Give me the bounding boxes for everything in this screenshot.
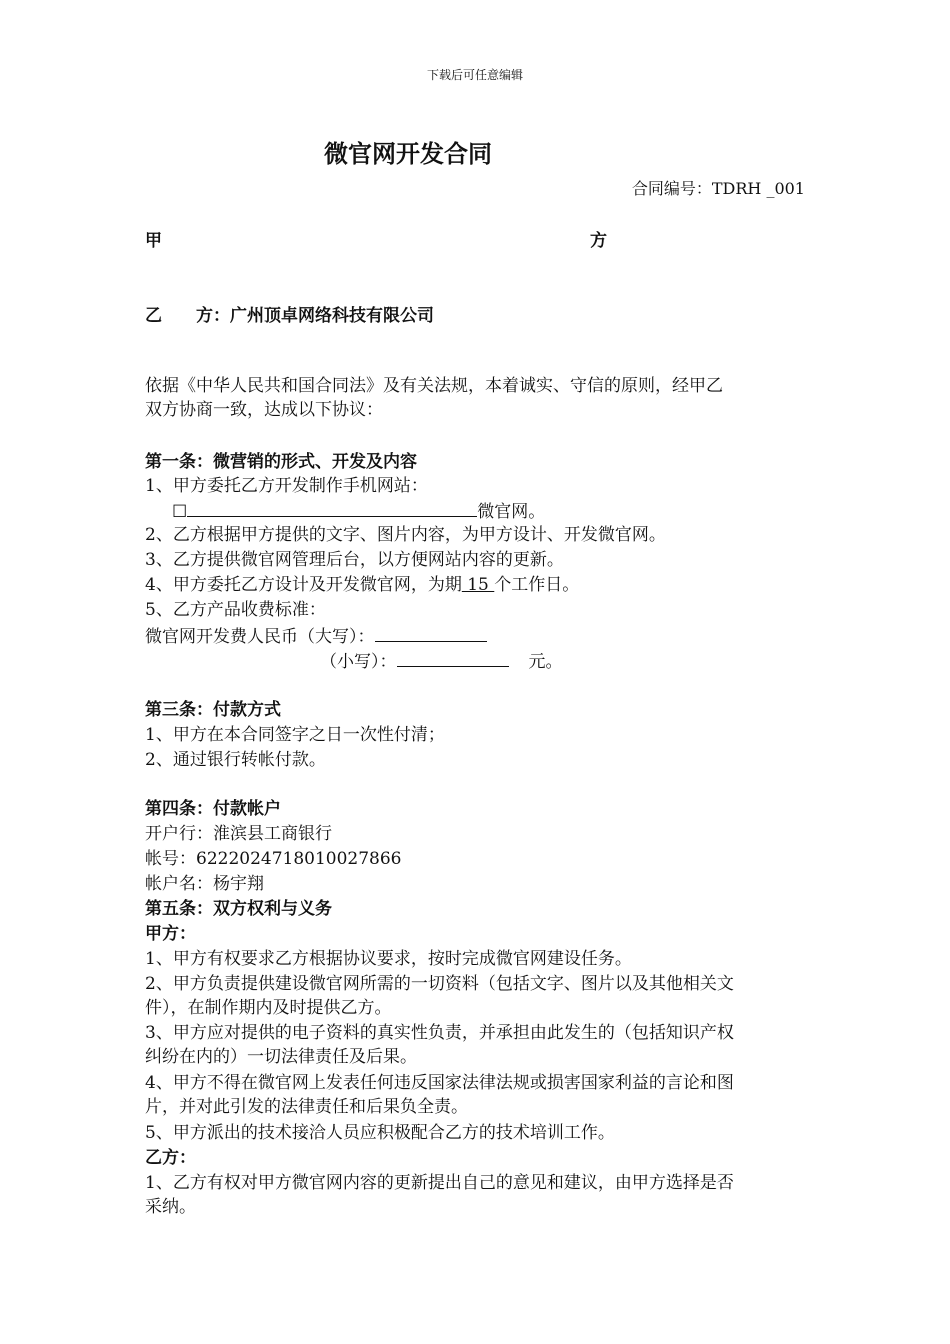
intro-line-1: 依据《中华人民共和国合同法》及有关法规，本着诚实、守信的原则，经甲乙 <box>145 376 723 396</box>
party-a-duty-1: 1、甲方有权要求乙方根据协议要求，按时完成微官网建设任务。 <box>145 949 632 969</box>
fee-lower-blank[interactable] <box>397 648 509 667</box>
fee-unit: 元。 <box>528 652 563 672</box>
article-1-item-2: 2、乙方根据甲方提供的文字、图片内容，为甲方设计、开发微官网。 <box>145 525 666 545</box>
fee-upper-line <box>145 623 487 649</box>
party-b-duty-1-line-2: 采纳。 <box>145 1197 196 1217</box>
party-a-label-left: 甲 <box>145 231 162 251</box>
fee-lower-label: （小写）： <box>320 652 397 672</box>
article-1-item-1: 1、甲方委托乙方开发制作手机网站： <box>145 476 428 496</box>
party-a-duties-heading: 甲方： <box>145 924 196 944</box>
fee-lower-line <box>320 648 563 674</box>
party-a-duty-3-line-2: 纠纷在内的）一切法律责任及后果。 <box>145 1047 417 1067</box>
party-b-line: 乙 方：广州顶卓网络科技有限公司 <box>145 306 434 326</box>
account-number: 帐号：6222024718010027866 <box>145 849 402 869</box>
header-note: 下载后可任意编辑 <box>426 68 523 82</box>
party-a-duty-4-line-2: 片，并对此引发的法律责任和后果负全责。 <box>145 1097 468 1117</box>
party-a-duty-5: 5、甲方派出的技术接洽人员应积极配合乙方的技术培训工作。 <box>145 1123 615 1143</box>
contract-number: 合同编号：TDRH _001 <box>631 179 805 198</box>
article-1-item-3: 3、乙方提供微官网管理后台，以方便网站内容的更新。 <box>145 550 564 570</box>
article-3-item-1: 1、甲方在本合同签字之日一次性付清； <box>145 725 445 745</box>
website-name-blank[interactable] <box>187 498 477 517</box>
article-3-item-2: 2、通过银行转帐付款。 <box>145 750 326 770</box>
item-4-prefix: 4、甲方委托乙方设计及开发微官网，为期 <box>145 575 462 595</box>
document-title: 微官网开发合同 <box>324 140 492 168</box>
website-name-suffix: 微官网。 <box>477 502 546 522</box>
article-4-heading: 第四条：付款帐户 <box>145 799 281 819</box>
website-name-line <box>172 498 545 524</box>
work-days-value: 15 <box>461 575 495 595</box>
bank-name: 开户行：淮滨县工商银行 <box>145 824 332 844</box>
item-4-suffix: 个工作日。 <box>494 575 580 595</box>
party-a-duty-4-line-1: 4、甲方不得在微官网上发表任何违反国家法律法规或损害国家利益的言论和图 <box>145 1073 734 1093</box>
article-3-heading: 第三条：付款方式 <box>145 700 281 720</box>
party-b-duty-1-line-1: 1、乙方有权对甲方微官网内容的更新提出自己的意见和建议，由甲方选择是否 <box>145 1173 734 1193</box>
account-holder: 帐户名：杨宇翔 <box>145 874 264 894</box>
party-a-duty-2-line-2: 件），在制作期内及时提供乙方。 <box>145 998 392 1018</box>
party-b-duties-heading: 乙方： <box>145 1148 196 1168</box>
article-1-heading: 第一条：微营销的形式、开发及内容 <box>145 452 417 472</box>
party-a-label-right: 方 <box>590 231 607 251</box>
article-1-item-4 <box>145 573 579 597</box>
intro-line-2: 双方协商一致，达成以下协议： <box>145 400 383 420</box>
party-a-duty-3-line-1: 3、甲方应对提供的电子资料的真实性负责，并承担由此发生的（包括知识产权 <box>145 1023 734 1043</box>
article-5-heading: 第五条：双方权利与义务 <box>145 899 332 919</box>
checkbox-icon[interactable]: ☐ <box>172 502 188 522</box>
fee-upper-blank[interactable] <box>375 623 487 642</box>
fee-upper-label: 微官网开发费人民币（大写）： <box>145 627 375 647</box>
party-a-duty-2-line-1: 2、甲方负责提供建设微官网所需的一切资料（包括文字、图片以及其他相关文 <box>145 974 734 994</box>
article-1-item-5: 5、乙方产品收费标准： <box>145 600 326 620</box>
